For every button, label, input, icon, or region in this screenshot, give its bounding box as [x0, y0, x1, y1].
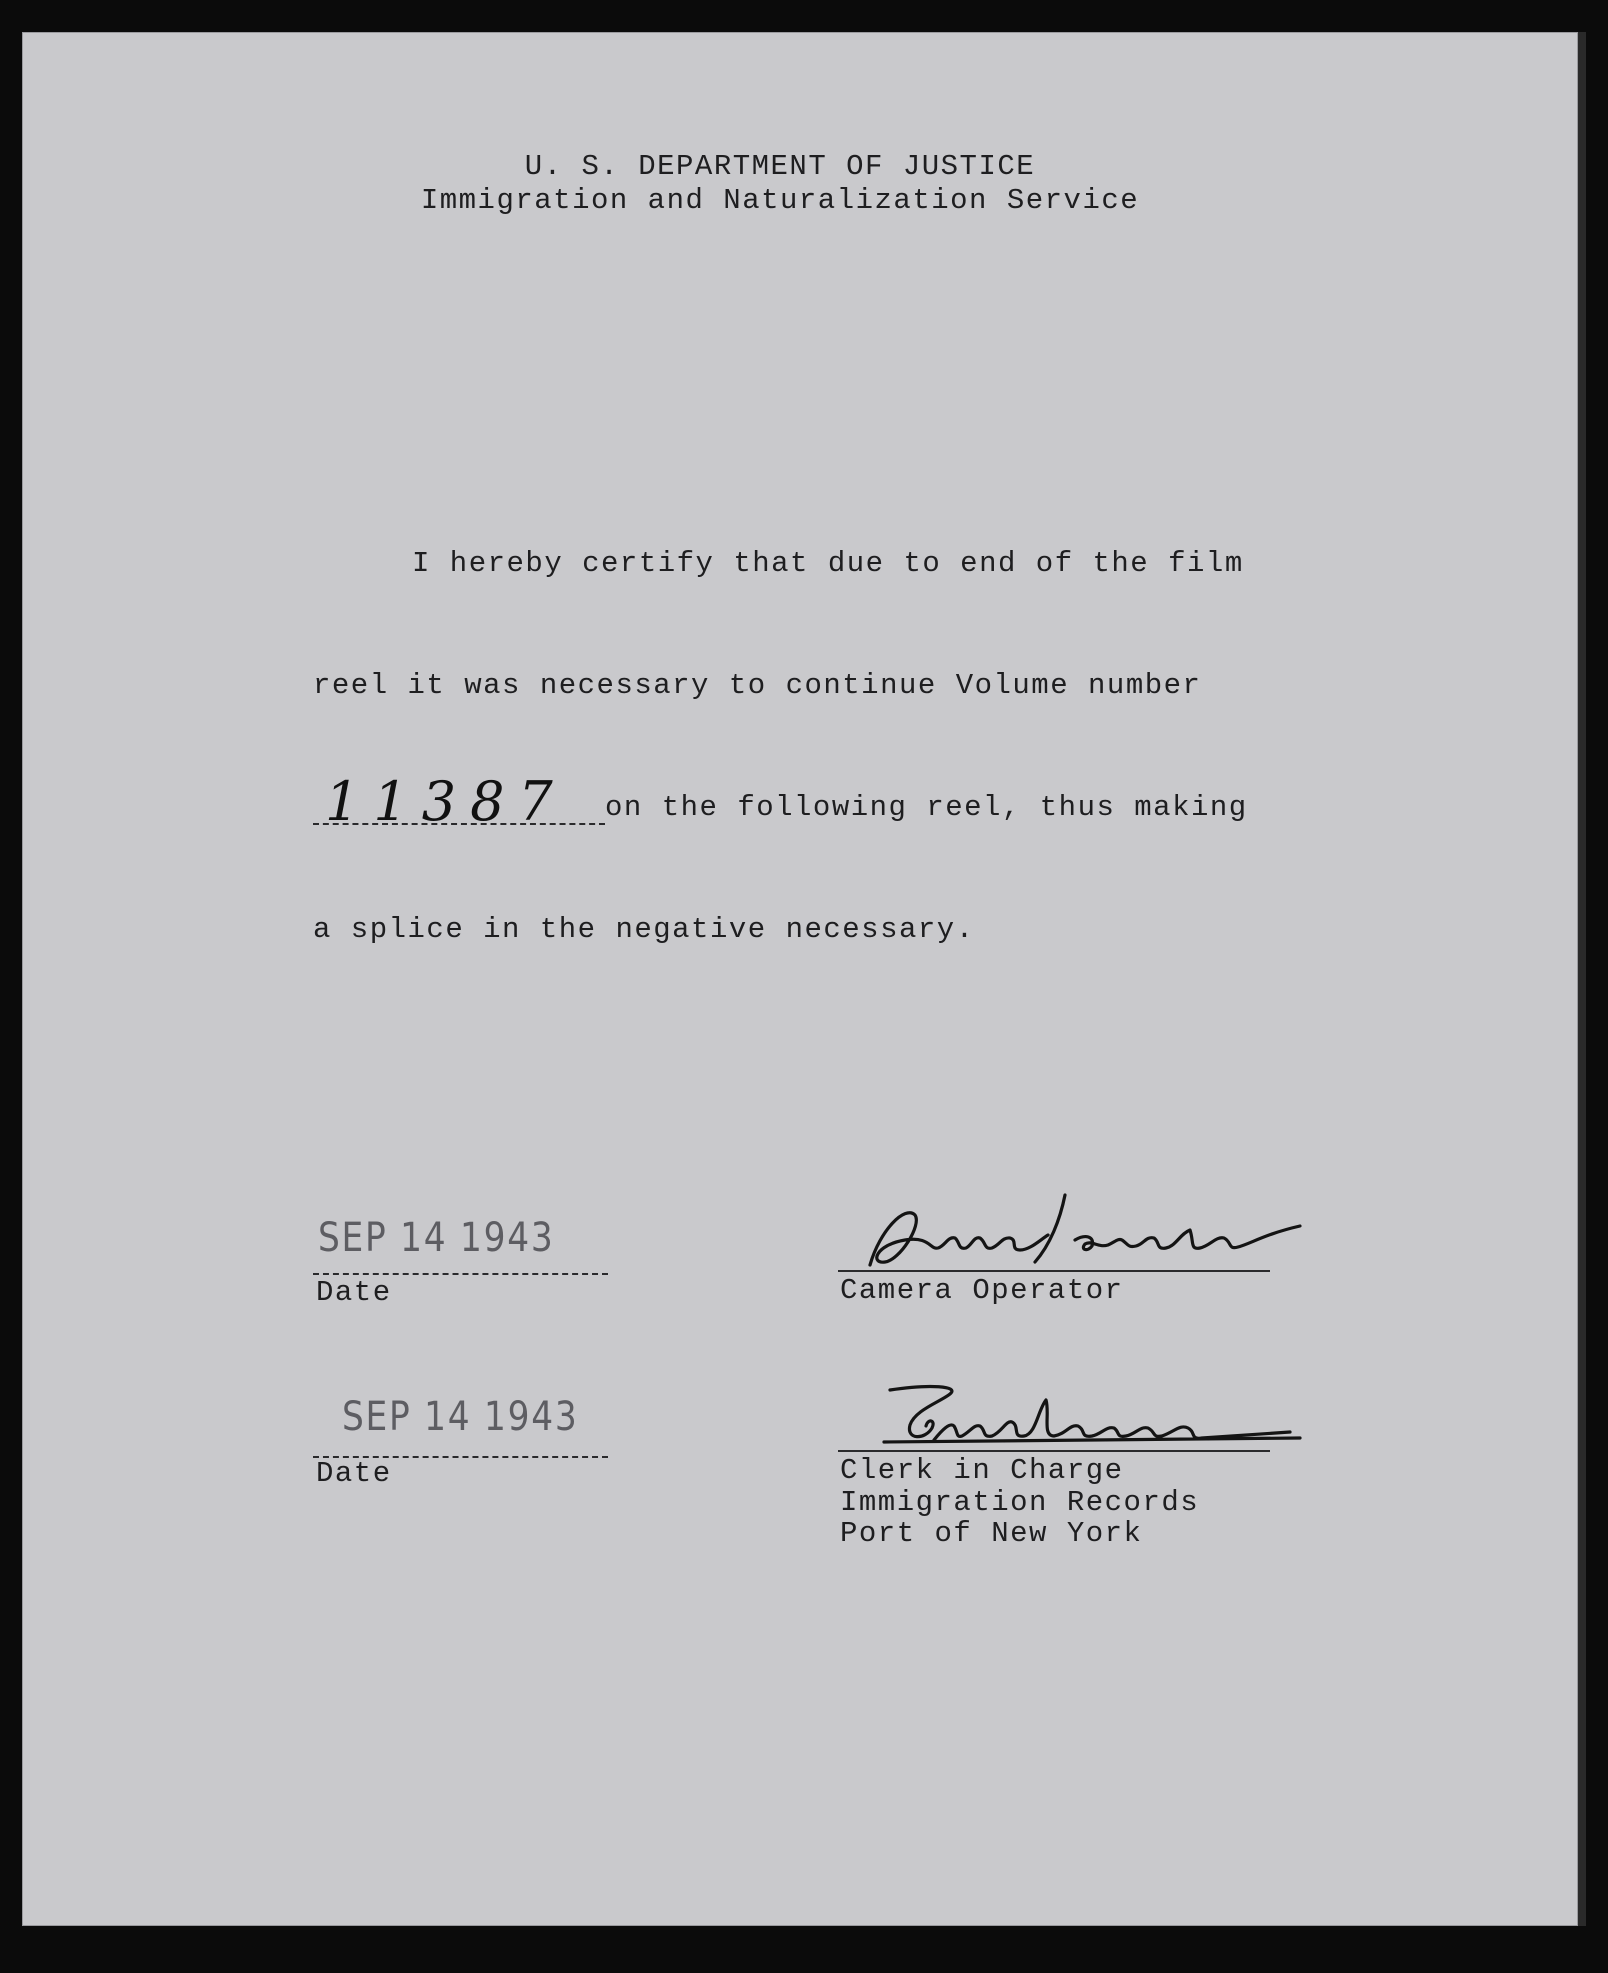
certification-line-4: a splice in the negative necessary.: [313, 913, 975, 946]
page-edge: [1578, 32, 1586, 1926]
volume-number-underline: [313, 823, 605, 825]
certification-line-1: I hereby certify that due to end of the film: [412, 547, 1244, 580]
document-page: [22, 32, 1578, 1926]
date-label-2: Date: [316, 1457, 392, 1490]
date-stamp-2: SEP 14 1943: [342, 1394, 579, 1440]
date-label-1: Date: [316, 1276, 392, 1309]
camera-operator-line: [838, 1270, 1270, 1272]
camera-operator-signature: [860, 1190, 1340, 1280]
clerk-signature-line: [838, 1450, 1270, 1452]
department-heading: U. S. DEPARTMENT OF JUSTICE: [524, 150, 1036, 183]
volume-number: 11387: [325, 770, 567, 833]
date-stamp-1: SEP 14 1943: [318, 1215, 555, 1261]
camera-operator-label: Camera Operator: [840, 1274, 1124, 1307]
certification-line-2: reel it was necessary to continue Volume number: [313, 669, 1202, 702]
clerk-role-line-3: Port of New York: [840, 1517, 1143, 1550]
clerk-role-line-1: Clerk in Charge: [840, 1454, 1124, 1487]
clerk-in-charge-signature: [870, 1380, 1310, 1460]
date-line-1: [313, 1273, 608, 1275]
clerk-role-line-2: Immigration Records: [840, 1486, 1200, 1519]
certification-line-3: on the following reel, thus making: [605, 791, 1248, 824]
service-heading: Immigration and Naturalization Service: [420, 184, 1140, 217]
